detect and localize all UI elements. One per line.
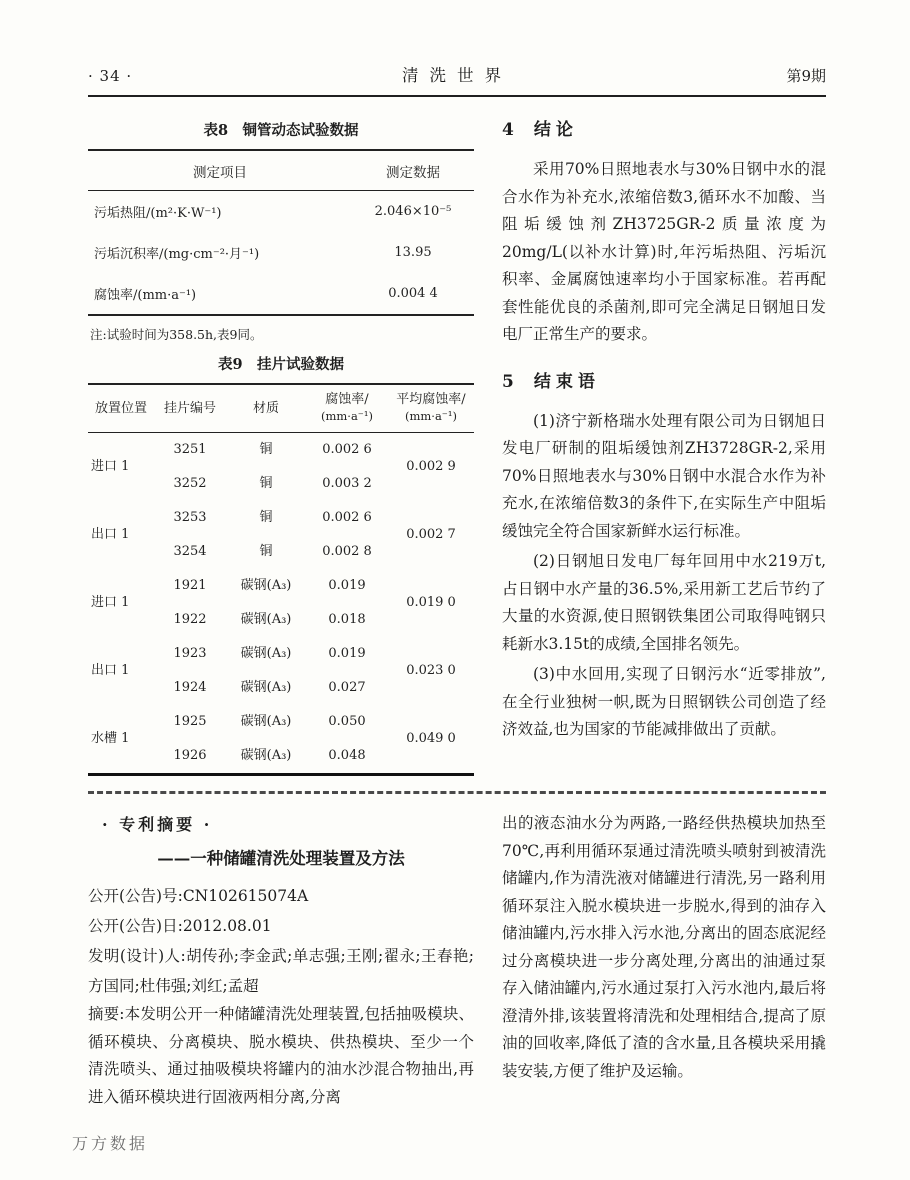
- t9-material: 铜: [259, 544, 273, 559]
- section-4-number: 4: [502, 120, 514, 140]
- table8-note: 注:试验时间为358.5h,表9同。: [90, 327, 263, 342]
- t9-coupon: 1926: [173, 748, 207, 763]
- section-5-title: 结束语: [533, 371, 600, 392]
- table8-col-value: 测定数据: [352, 150, 474, 191]
- t9-material: 碳钢(A₃): [240, 646, 292, 661]
- t9-coupon: 1922: [173, 612, 207, 627]
- table9-col-avg: [388, 384, 474, 433]
- table-row: [88, 433, 474, 468]
- patent-pub-number: 公开(公告)号:CN102615074A: [88, 887, 309, 905]
- table9: [88, 383, 474, 776]
- left-column: [88, 111, 474, 776]
- t9-material: 碳钢(A₃): [240, 612, 292, 627]
- t9-position: 进口 1: [91, 459, 130, 474]
- section-5-heading: [502, 367, 826, 392]
- table-row: [88, 232, 474, 273]
- section-4-title: 结论: [533, 120, 578, 140]
- t9-material: 铜: [259, 510, 273, 525]
- table9-col-avg-label: 平均腐蚀率/: [396, 392, 466, 407]
- patent-inventors: 发明(设计)人:胡传孙;李金武;单志强;王刚;翟永;王春艳;方国同;杜伟强;刘红;孟超: [88, 947, 474, 995]
- bottom-columns: [88, 810, 826, 1111]
- closing-paragraph-1: (1)济宁新格瑞水处理有限公司为日钢旭日发电厂研制的阻垢缓蚀剂ZH3728GR-2,采用70%日照地表水与30%日钢中水混合水作为补充水,在浓缩倍数3的条件下,在实际生产中阻垢缓蚀完全符合国家新鲜水运行标准。: [502, 411, 826, 540]
- table8-item: 污垢热阻/(m²·K·W⁻¹): [94, 206, 222, 221]
- t9-avg: 0.002 9: [406, 459, 456, 474]
- t9-material: 碳钢(A₃): [240, 714, 292, 729]
- t9-rate: 0.002 8: [322, 544, 372, 559]
- t9-material: 碳钢(A₃): [240, 578, 292, 593]
- t9-avg: 0.049 0: [406, 731, 456, 746]
- patent-section-label: · 专利摘要 ·: [102, 815, 213, 834]
- t9-coupon: 1923: [173, 646, 207, 661]
- table9-col-rate-label: 腐蚀率/: [325, 392, 369, 407]
- table8-item: 腐蚀率/(mm·a⁻¹): [94, 288, 197, 303]
- closing-paragraph-3: (3)中水回用,实现了日钢污水“近零排放”,在全行业独树一帜,既为日照钢铁公司创造了经济效益,也为国家的节能减排做出了贡献。: [502, 665, 826, 738]
- table8-value: 0.004 4: [388, 286, 438, 301]
- table-row: [88, 273, 474, 315]
- t9-rate: 0.019: [328, 646, 366, 661]
- page-number: · 34 ·: [88, 67, 133, 85]
- t9-rate: 0.018: [328, 612, 366, 627]
- t9-material: 铜: [259, 442, 273, 457]
- t9-rate: 0.048: [328, 748, 366, 763]
- closing-paragraph-2: (2)日钢旭日发电厂每年回用中水219万t,占日钢中水产量的36.5%,采用新工艺后节约了大量的水资源,使日照钢铁集团公司取得吨钢只耗新水3.15t的成绩,全国排名领先。: [502, 552, 826, 653]
- t9-rate: 0.050: [328, 714, 366, 729]
- table8-title: 表8 铜管动态试验数据: [203, 122, 359, 139]
- table8-col-item: 测定项目: [88, 150, 352, 191]
- t9-rate: 0.019: [328, 578, 366, 593]
- table-row: [88, 569, 474, 603]
- conclusion-paragraph: 采用70%日照地表水与30%日钢中水的混合水作为补充水,浓缩倍数3,循环水不加酸、当阻垢缓蚀剂ZH3725GR-2质量浓度为20mg/L(以补水计算)时,年污垢热阻、污垢沉积率、金属腐蚀速率均小于国家标准。若再配套性能优良的杀菌剂,即可完全满足日钢旭日发电厂正常生产的要求。: [502, 160, 826, 343]
- table9-col-material: 材质: [226, 384, 306, 433]
- patent-abstract-right: 出的液态油水分为两路,一路经供热模块加热至70℃,再利用循环泵通过清洗喷头喷射到被清洗储罐内,作为清洗液对储罐进行清洗,另一路利用循环泵注入脱水模块进一步脱水,得到的油存入储油罐内,污水排入污水池,分离出的固态底泥经过分离模块进一步分离处理,分离出的油通过泵存入储油罐内,污水通过泵打入污水池内,最后将澄清外排,该装置将清洗和处理相结合,提高了原油的回收率,降低了渣的含水量,且各模块采用撬装安装,方便了维护及运输。: [502, 814, 826, 1080]
- table9-col-position: 放置位置: [88, 384, 154, 433]
- t9-coupon: 1925: [173, 714, 207, 729]
- table9-col-rate-unit: (mm·a⁻¹): [321, 409, 373, 423]
- patent-left-column: [88, 810, 474, 1111]
- table-row: [88, 637, 474, 671]
- issue-number: 第9期: [786, 67, 826, 85]
- t9-rate: 0.002 6: [322, 442, 372, 457]
- t9-coupon: 1924: [173, 680, 207, 695]
- journal-title: 清洗世界: [402, 66, 512, 85]
- patent-pub-date: 公开(公告)日:2012.08.01: [88, 917, 272, 935]
- table9-col-rate: [306, 384, 388, 433]
- watermark: 万方数据: [72, 1134, 149, 1153]
- patent-abstract-left: 摘要:本发明公开一种储罐清洗处理装置,包括抽吸模块、循环模块、分离模块、脱水模块、供热模块、至少一个清洗喷头、通过抽吸模块将罐内的油水沙混合物抽出,再进入循环模块进行固液两相分离,分离: [88, 1005, 474, 1106]
- t9-rate: 0.027: [328, 680, 366, 695]
- t9-material: 碳钢(A₃): [240, 748, 292, 763]
- t9-avg: 0.019 0: [406, 595, 456, 610]
- t9-avg: 0.002 7: [406, 527, 456, 542]
- table9-col-number: 挂片编号: [154, 384, 226, 433]
- table-row: [88, 705, 474, 739]
- t9-coupon: 3252: [173, 476, 207, 491]
- table-row: [88, 191, 474, 233]
- t9-rate: 0.003 2: [322, 476, 372, 491]
- patent-title: ——一种储罐清洗处理装置及方法: [157, 849, 405, 868]
- t9-coupon: 3251: [173, 442, 207, 457]
- t9-coupon: 3253: [173, 510, 207, 525]
- t9-coupon: 1921: [173, 578, 207, 593]
- t9-coupon: 3254: [173, 544, 207, 559]
- table8-value: 2.046×10⁻⁵: [374, 204, 452, 219]
- table9-title: 表9 挂片试验数据: [217, 356, 345, 373]
- t9-position: 水槽 1: [91, 731, 130, 746]
- table-row: [88, 501, 474, 535]
- t9-material: 铜: [259, 476, 273, 491]
- top-columns: [88, 111, 826, 776]
- t9-position: 出口 1: [91, 527, 130, 542]
- section-4-heading: [502, 115, 826, 140]
- t9-position: 进口 1: [91, 595, 130, 610]
- table8-item: 污垢沉积率/(mg·cm⁻²·月⁻¹): [94, 247, 260, 262]
- t9-avg: 0.023 0: [406, 663, 456, 678]
- table8: [88, 149, 474, 316]
- t9-rate: 0.002 6: [322, 510, 372, 525]
- header-rule: [88, 95, 826, 97]
- table9-col-avg-unit: (mm·a⁻¹): [405, 409, 457, 423]
- section-divider: [88, 791, 826, 794]
- right-column: [502, 111, 826, 776]
- section-5-number: 5: [502, 371, 514, 392]
- table8-value: 13.95: [394, 245, 432, 260]
- page-header: [88, 62, 826, 86]
- t9-material: 碳钢(A₃): [240, 680, 292, 695]
- patent-right-column: [502, 810, 826, 1111]
- t9-position: 出口 1: [91, 663, 130, 678]
